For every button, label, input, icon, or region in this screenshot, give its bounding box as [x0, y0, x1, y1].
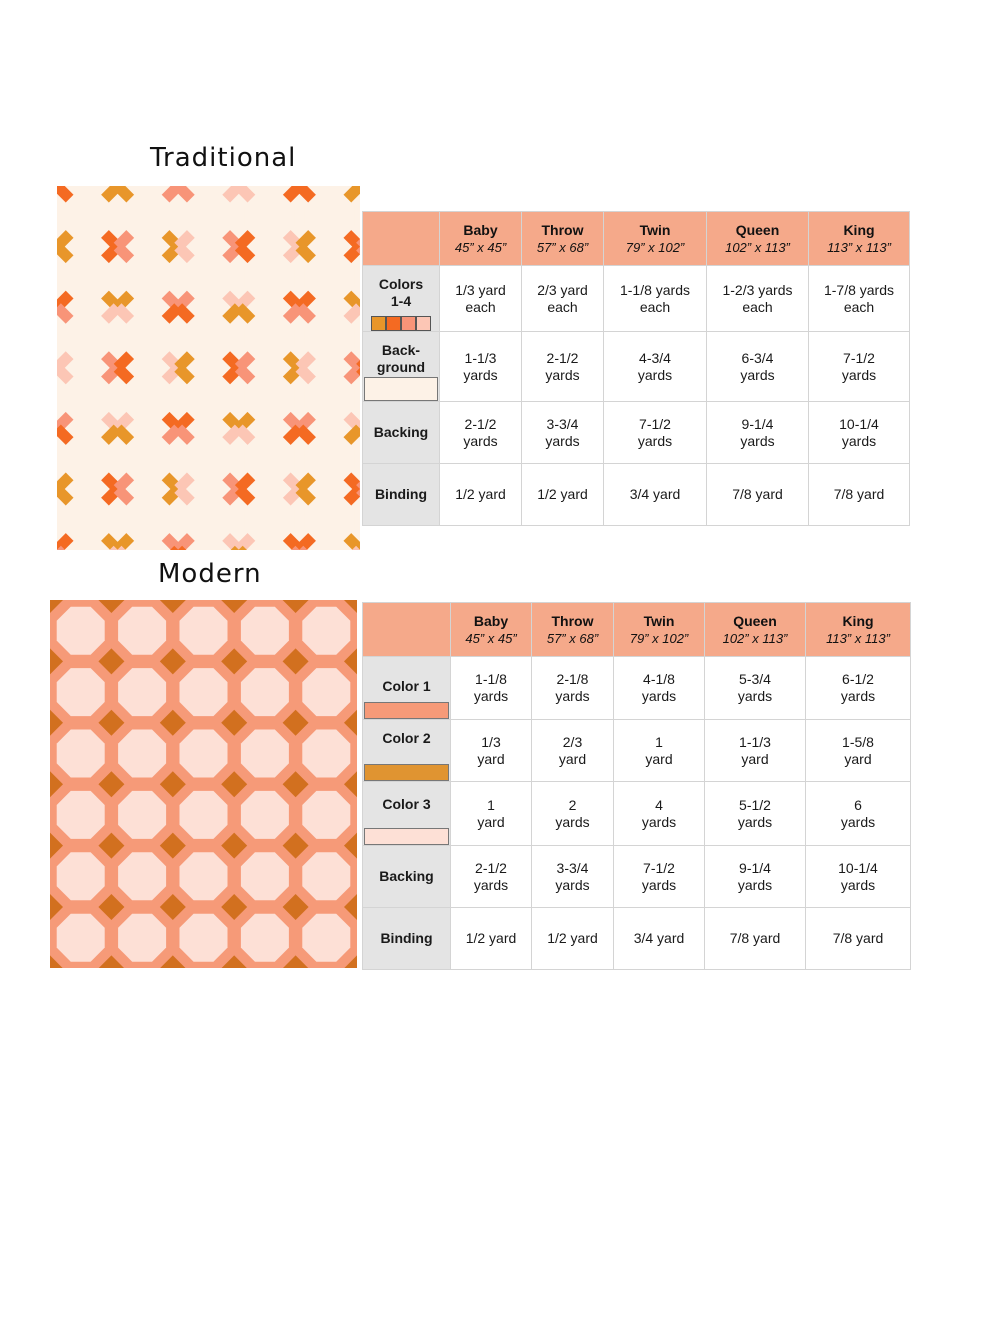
quilt-octagon: [305, 313, 355, 363]
color-2-swatch: [364, 764, 449, 781]
quilt-octagon: [123, 434, 173, 484]
quilt-octagon: [180, 914, 228, 962]
quilt-octagon: [123, 313, 173, 363]
quilt-octagon: [118, 730, 166, 778]
table-cell: 1/3 yard: [451, 720, 532, 782]
table-cell: 6 yards: [806, 782, 911, 846]
table-cell: 2-1/2 yards: [522, 332, 604, 402]
quilt-octagon: [305, 434, 355, 484]
modern-quilt-image: [50, 600, 357, 968]
table-cell: 1-5/8 yard: [806, 720, 911, 782]
table-cell: 4-1/8 yards: [614, 657, 705, 720]
table-row: [363, 846, 911, 908]
quilt-octagon: [302, 607, 350, 655]
table-row: [363, 402, 910, 464]
column-dims: 79” x 102”: [629, 630, 689, 646]
traditional-quilt-image: [57, 186, 360, 550]
quilt-octagon: [118, 607, 166, 655]
modern-yardage-table: [362, 602, 911, 970]
column-name: Baby: [473, 612, 509, 629]
quilt-octagon: [305, 494, 355, 544]
row-label-backing: [363, 846, 451, 908]
table-cell: 1/2 yard: [451, 908, 532, 970]
table-cell: 6-3/4 yards: [707, 332, 809, 402]
column-name: Throw: [541, 221, 584, 238]
quilt-octagon: [302, 668, 350, 716]
column-dims: 45” x 45”: [465, 630, 517, 646]
quilt-octagon: [244, 373, 294, 423]
quilt-octagon: [123, 191, 173, 241]
table-cell: 5-1/2 yards: [705, 782, 806, 846]
row-label-text: Color 1: [382, 677, 431, 694]
quilt-octagon: [57, 852, 105, 900]
column-name: Twin: [643, 612, 675, 629]
column-header: [809, 212, 910, 266]
color-swatches: [363, 316, 439, 331]
quilt-octagon: [118, 914, 166, 962]
quilt-octagon: [123, 494, 173, 544]
quilt-octagon: [302, 730, 350, 778]
quilt-octagon: [57, 730, 105, 778]
table-row: [363, 266, 910, 332]
table-row: [363, 657, 911, 720]
quilt-octagon: [244, 313, 294, 363]
modern-title: Modern: [158, 559, 262, 589]
table-cell: 1-2/3 yards each: [707, 266, 809, 332]
quilt-octagon: [244, 434, 294, 484]
column-header: [440, 212, 522, 266]
table-cell: 2/3 yard each: [522, 266, 604, 332]
column-dims: 113” x 113”: [827, 239, 891, 255]
row-label-text: Color 2: [382, 730, 431, 746]
quilt-octagon: [241, 791, 289, 839]
table-cell: 5-3/4 yards: [705, 657, 806, 720]
row-label-text: Binding: [374, 486, 428, 502]
quilt-octagon: [184, 252, 234, 302]
quilt-octagon: [305, 373, 355, 423]
table-cell: 4 yards: [614, 782, 705, 846]
quilt-octagon: [302, 914, 350, 962]
quilt-octagon: [62, 373, 112, 423]
color-1-swatch: [364, 702, 449, 719]
row-label-text: Colors 1-4: [378, 276, 424, 309]
quilt-octagon: [180, 852, 228, 900]
table-cell: 7/8 yard: [705, 908, 806, 970]
table-cell: 1 yard: [451, 782, 532, 846]
quilt-octagon: [305, 252, 355, 302]
table-cell: 1/2 yard: [532, 908, 614, 970]
quilt-octagon: [118, 852, 166, 900]
quilt-octagon: [184, 434, 234, 484]
quilt-octagon: [57, 668, 105, 716]
table-cell: 9-1/4 yards: [707, 402, 809, 464]
quilt-octagon: [302, 852, 350, 900]
table-cell: 1-7/8 yards each: [809, 266, 910, 332]
table-cell: 1/2 yard: [440, 464, 522, 526]
row-label-text: Color 3: [382, 796, 431, 812]
column-header: [614, 603, 705, 657]
table-cell: 1 yard: [614, 720, 705, 782]
column-dims: 113” x 113”: [826, 630, 890, 646]
table-cell: 3-3/4 yards: [522, 402, 604, 464]
row-label-color-2: [363, 720, 451, 782]
color-swatch: [416, 316, 431, 331]
color-swatch: [386, 316, 401, 331]
column-name: King: [842, 612, 874, 629]
color-swatch: [401, 316, 416, 331]
column-dims: 45” x 45”: [454, 239, 507, 255]
table-cell: 3-3/4 yards: [532, 846, 614, 908]
table-row: [363, 908, 911, 970]
column-header: [604, 212, 707, 266]
table-cell: 2/3 yard: [532, 720, 614, 782]
quilt-octagon: [62, 494, 112, 544]
quilt-octagon: [62, 191, 112, 241]
row-label-binding: [363, 464, 440, 526]
table-cell: 6-1/2 yards: [806, 657, 911, 720]
color-swatch: [371, 316, 386, 331]
column-header: [707, 212, 809, 266]
table-header-row: [363, 212, 910, 266]
table-cell: 9-1/4 yards: [705, 846, 806, 908]
table-cell: 2-1/8 yards: [532, 657, 614, 720]
row-label-text: Back- ground: [376, 342, 426, 375]
quilt-octagon: [241, 914, 289, 962]
column-name: Queen: [733, 612, 777, 629]
quilt-octagon: [302, 791, 350, 839]
column-header: [522, 212, 604, 266]
quilt-octagon: [241, 668, 289, 716]
table-cell: 3/4 yard: [604, 464, 707, 526]
quilt-octagon: [244, 494, 294, 544]
column-header: [532, 603, 614, 657]
column-dims: 102” x 113”: [725, 239, 790, 255]
row-label-backing: [363, 402, 440, 464]
color-3-swatch: [364, 828, 449, 845]
quilt-octagon: [241, 730, 289, 778]
column-dims: 79” x 102”: [625, 239, 685, 255]
column-name: Throw: [551, 612, 594, 629]
quilt-octagon: [244, 191, 294, 241]
quilt-octagon: [62, 313, 112, 363]
quilt-octagon: [180, 668, 228, 716]
quilt-octagon: [305, 191, 355, 241]
table-cell: 7-1/2 yards: [809, 332, 910, 402]
row-label-text: Backing: [373, 424, 429, 440]
table-row: [363, 720, 911, 782]
table-cell: 7/8 yard: [809, 464, 910, 526]
table-cell: 7/8 yard: [707, 464, 809, 526]
quilt-octagon: [62, 252, 112, 302]
column-header: [806, 603, 911, 657]
column-name: Twin: [639, 221, 671, 238]
row-label-background: [363, 332, 440, 402]
column-name: Baby: [463, 221, 498, 238]
column-header: [451, 603, 532, 657]
table-cell: 7-1/2 yards: [604, 402, 707, 464]
quilt-octagon: [184, 494, 234, 544]
column-name: Queen: [735, 221, 780, 238]
header-corner: [363, 603, 451, 657]
table-cell: 1/2 yard: [522, 464, 604, 526]
row-label-colors: [363, 266, 440, 332]
quilt-octagon: [184, 191, 234, 241]
table-row: [363, 464, 910, 526]
table-cell: 3/4 yard: [614, 908, 705, 970]
quilt-octagon: [180, 607, 228, 655]
row-label-color-1: [363, 657, 451, 720]
background-swatch: [364, 377, 438, 401]
table-cell: 7-1/2 yards: [614, 846, 705, 908]
traditional-title: Traditional: [150, 143, 297, 173]
quilt-octagon: [118, 668, 166, 716]
quilt-octagon: [180, 791, 228, 839]
table-cell: 10-1/4 yards: [806, 846, 911, 908]
table-cell: 10-1/4 yards: [809, 402, 910, 464]
quilt-octagon: [184, 313, 234, 363]
table-cell: 2-1/2 yards: [451, 846, 532, 908]
header-corner: [363, 212, 440, 266]
quilt-octagon: [57, 607, 105, 655]
row-label-binding: [363, 908, 451, 970]
quilt-octagon: [123, 373, 173, 423]
quilt-octagon: [241, 607, 289, 655]
quilt-octagon: [118, 791, 166, 839]
column-dims: 57” x 68”: [546, 630, 599, 646]
column-header: [705, 603, 806, 657]
quilt-octagon: [244, 252, 294, 302]
traditional-yardage-table: [362, 211, 910, 526]
quilt-octagon: [57, 791, 105, 839]
table-cell: 1-1/3 yard: [705, 720, 806, 782]
row-label-color-3: [363, 782, 451, 846]
table-cell: 7/8 yard: [806, 908, 911, 970]
quilt-background: [50, 600, 357, 968]
table-row: [363, 332, 910, 402]
table-header-row: [363, 603, 911, 657]
quilt-octagon: [241, 852, 289, 900]
table-cell: 1-1/8 yards each: [604, 266, 707, 332]
column-dims: 102” x 113”: [722, 630, 788, 646]
quilt-octagon: [184, 373, 234, 423]
quilt-octagon: [180, 730, 228, 778]
table-cell: 4-3/4 yards: [604, 332, 707, 402]
table-cell: 1-1/3 yards: [440, 332, 522, 402]
table-cell: 2 yards: [532, 782, 614, 846]
row-label-text: Backing: [379, 868, 434, 884]
quilt-octagon: [123, 252, 173, 302]
quilt-octagon: [57, 914, 105, 962]
row-label-text: Binding: [380, 930, 433, 946]
table-cell: 1-1/8 yards: [451, 657, 532, 720]
column-dims: 57” x 68”: [536, 239, 589, 255]
table-cell: 1/3 yard each: [440, 266, 522, 332]
table-row: [363, 782, 911, 846]
table-cell: 2-1/2 yards: [440, 402, 522, 464]
quilt-octagon: [62, 434, 112, 484]
column-name: King: [843, 221, 875, 238]
